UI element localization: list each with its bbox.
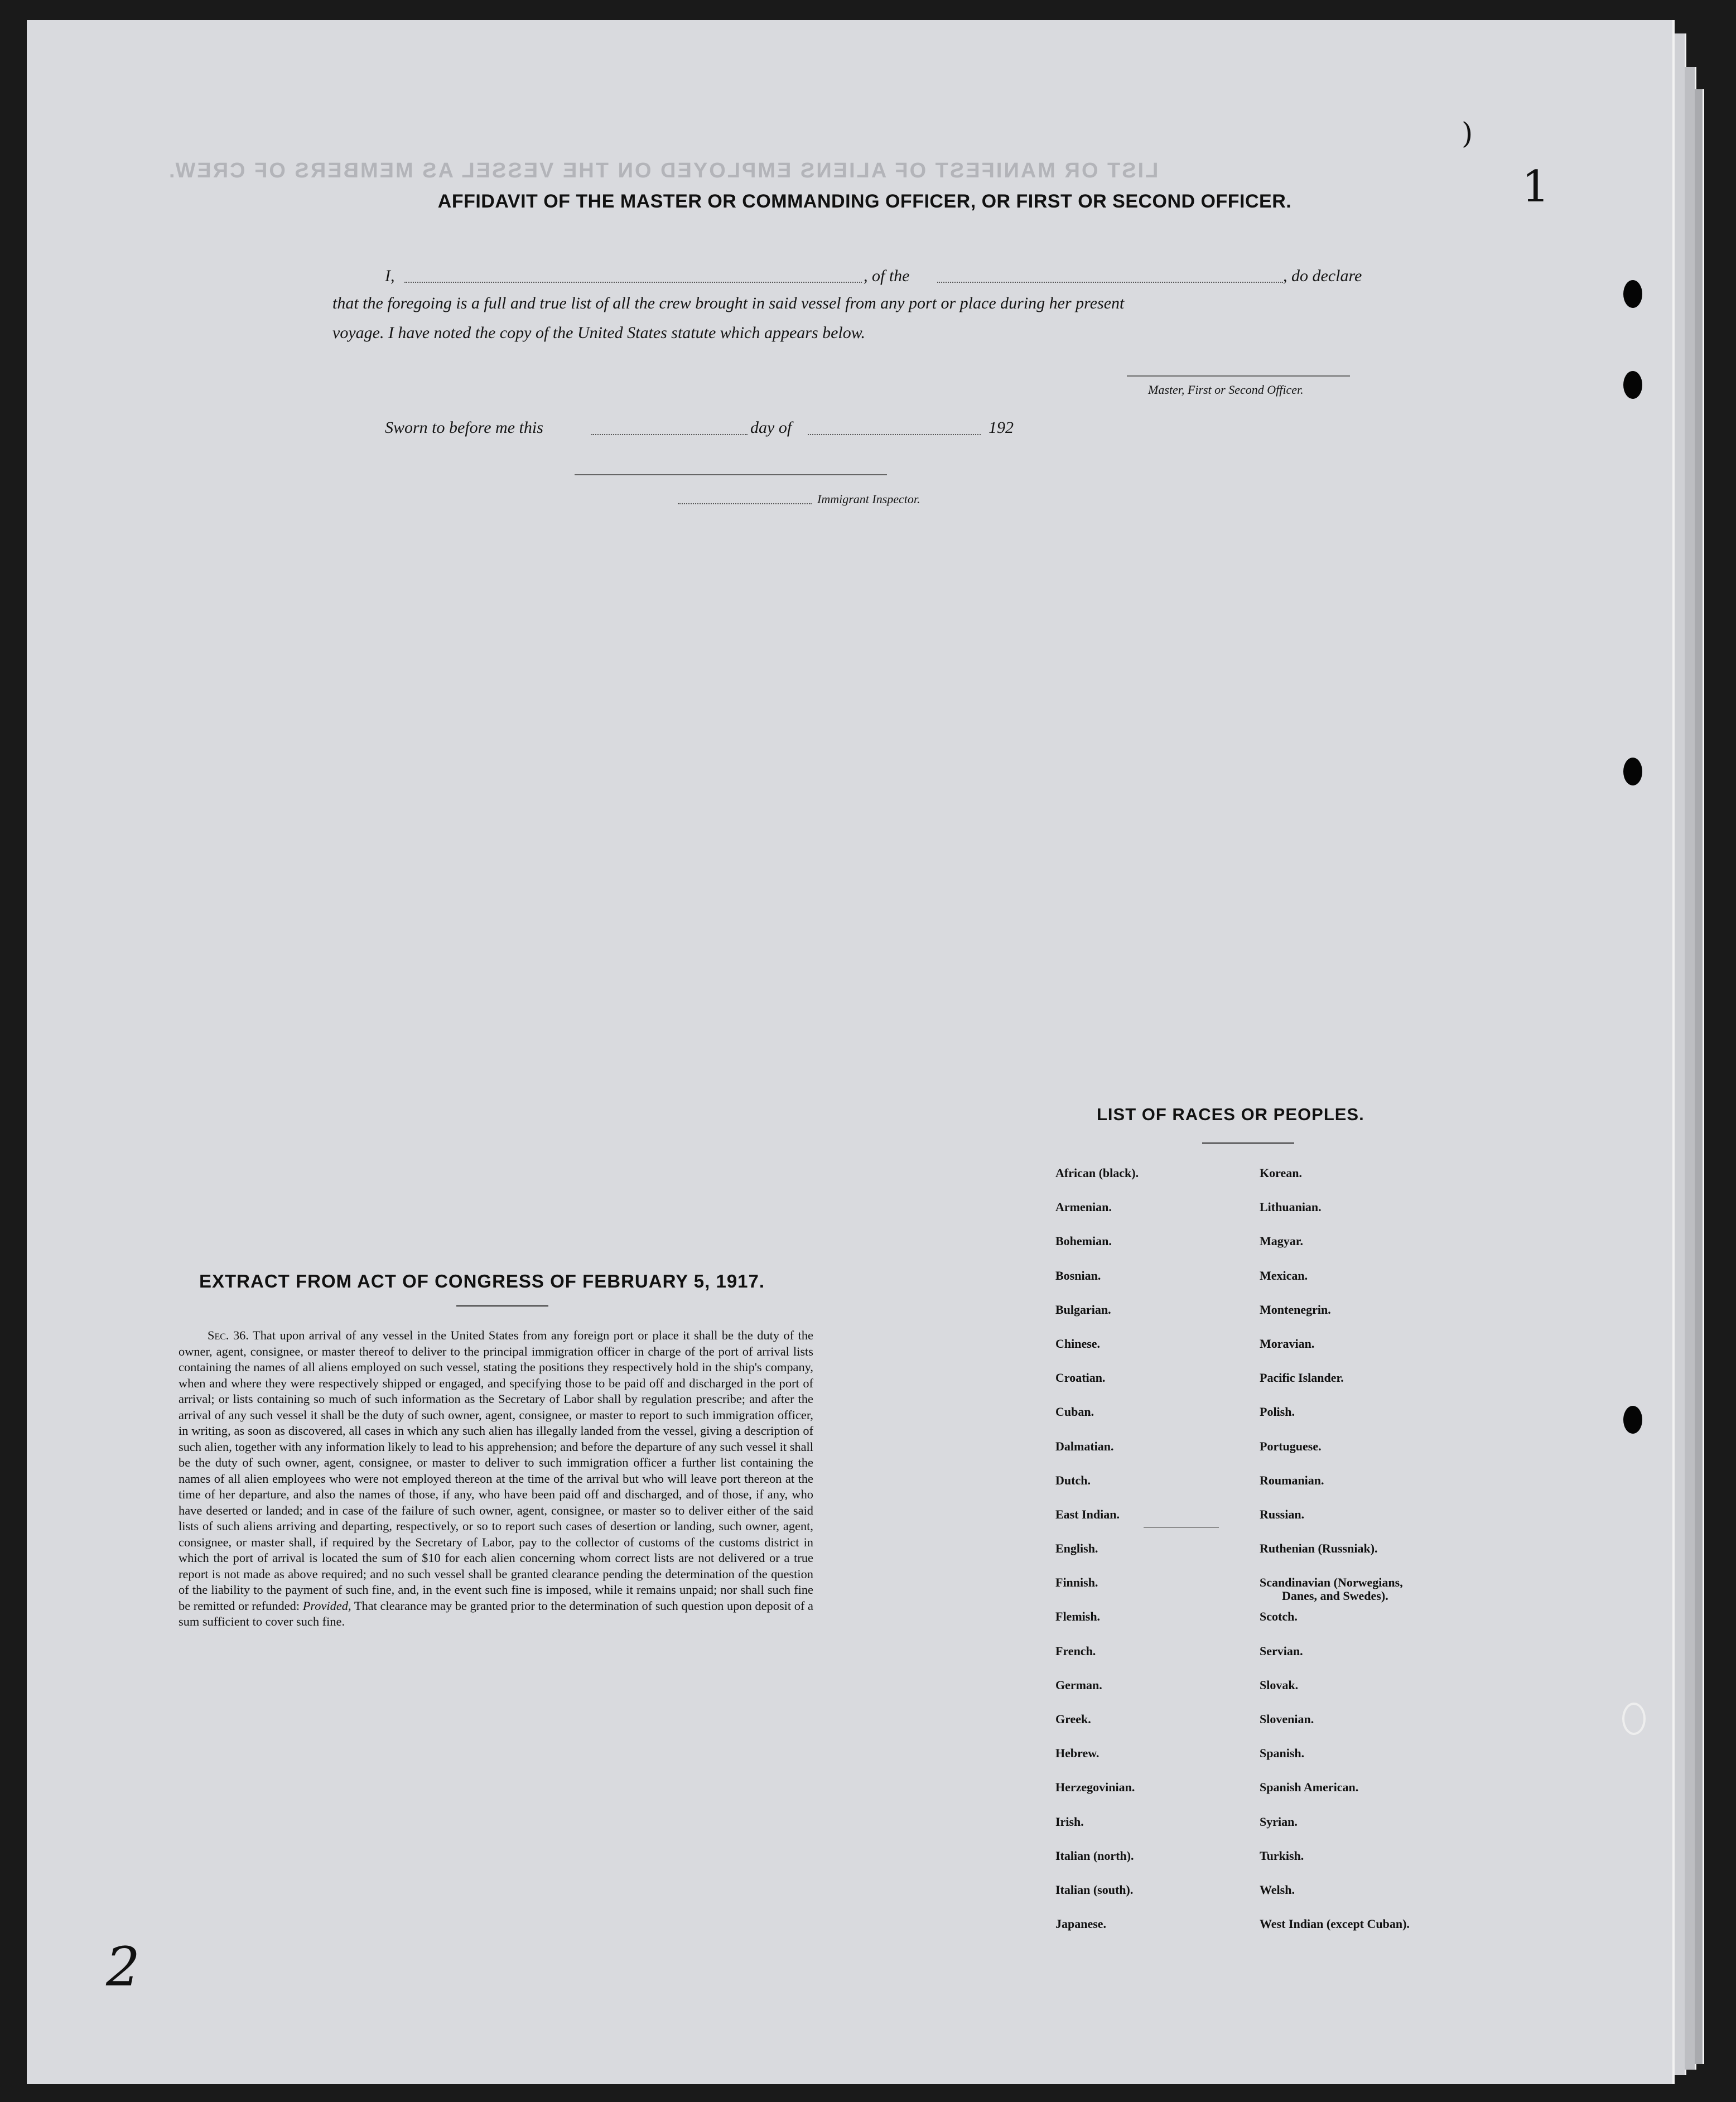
race-item: Greek.: [1055, 1712, 1091, 1726]
race-item: Herzegovinian.: [1055, 1780, 1135, 1795]
punch-hole-icon: [1623, 371, 1642, 399]
race-item: Bosnian.: [1055, 1268, 1101, 1283]
statute-body-2: That clearance may be granted prior to the determination of such question upon deposit of a sum sufficient to cover such fine.: [179, 1598, 813, 1628]
race-item: Armenian.: [1055, 1200, 1112, 1214]
race-item: Spanish American.: [1260, 1780, 1359, 1795]
punch-hole-icon: [1623, 1406, 1642, 1434]
race-item: Korean.: [1260, 1166, 1302, 1180]
races-title-rule: [1202, 1142, 1294, 1144]
race-item: English.: [1055, 1541, 1098, 1556]
race-item: West Indian (except Cuban).: [1260, 1917, 1410, 1931]
race-item: Moravian.: [1260, 1336, 1315, 1351]
races-column-1: [1055, 1166, 1139, 1951]
race-item: Lithuanian.: [1260, 1200, 1322, 1214]
sworn-day-of: day of: [750, 418, 792, 437]
vessel-blank[interactable]: [937, 282, 1283, 283]
race-item: Turkish.: [1260, 1848, 1304, 1863]
race-item: Magyar.: [1260, 1234, 1304, 1248]
handwritten-mark: 1: [1522, 162, 1550, 212]
race-item: Pacific Islander.: [1260, 1371, 1344, 1385]
race-item: Dalmatian.: [1055, 1439, 1114, 1453]
race-item: Cuban.: [1055, 1405, 1094, 1419]
race-item: Slovenian.: [1260, 1712, 1314, 1726]
race-item: Portuguese.: [1260, 1439, 1322, 1453]
extract-title-rule: [456, 1305, 548, 1306]
race-item: Japanese.: [1055, 1917, 1107, 1931]
inspector-name-blank[interactable]: [678, 503, 812, 504]
affidavit-line-3: voyage. I have noted the copy of the United States statute which appears below.: [332, 324, 866, 342]
race-item: Bohemian.: [1055, 1234, 1112, 1248]
race-item: East Indian.: [1055, 1507, 1120, 1521]
races-title: LIST OF RACES OR PEOPLES.: [1097, 1105, 1364, 1124]
race-item: Russian.: [1260, 1507, 1305, 1521]
inspector-signature-line[interactable]: [575, 474, 887, 475]
race-item: Italian (north).: [1055, 1848, 1134, 1863]
list-mark-rule: [1144, 1527, 1219, 1528]
provided-word: Provided,: [302, 1598, 351, 1613]
race-item: Flemish.: [1055, 1609, 1101, 1624]
officer-signature-label: Master, First or Second Officer.: [1148, 383, 1304, 397]
officer-signature-line[interactable]: [1127, 375, 1350, 377]
sworn-day-blank[interactable]: [591, 434, 748, 435]
statute-text: [179, 1328, 813, 1630]
race-item: German.: [1055, 1677, 1102, 1692]
race-item: Scotch.: [1260, 1609, 1298, 1624]
punch-hole-icon: [1623, 758, 1642, 785]
page-edge: [1695, 89, 1704, 2064]
race-item: Servian.: [1260, 1643, 1303, 1658]
extract-title: EXTRACT FROM ACT OF CONGRESS OF FEBRUARY 5, 1917.: [199, 1271, 765, 1291]
race-item: Syrian.: [1260, 1814, 1298, 1829]
race-item: Welsh.: [1260, 1882, 1295, 1897]
race-item: Italian (south).: [1055, 1882, 1134, 1897]
sworn-prefix: Sworn to before me this: [385, 418, 543, 437]
race-item: Chinese.: [1055, 1336, 1101, 1351]
bleed-through-heading: LIST OR MANIFEST OF ALIENS EMPLOYED ON THE VESSEL AS MEMBERS OF CREW.: [167, 159, 1159, 182]
race-item: Hebrew.: [1055, 1746, 1100, 1761]
statute-body-1: That upon arrival of any vessel in the United States from any foreign port or place it shall be the duty of the owner, agent, consignee, or master thereof to deliver to the principal immigration officer in charge of the port of arrival lists containing the names of all aliens employed on such vessel, stating the positions they respectively hold in the ship's company, when and where they were respectively shipped or engaged, and specifying those to be paid off and discharged in the port of arrival; or lists containing so much of such information as the Secretary of Labor shall by regulation prescribe; and after the arrival of any such vessel it shall be the duty of such owner, agent, consignee, or master to report to such immigration officer, in writing, as soon as discovered, all cases in which any such alien has illegally landed from the vessel, giving a description of such alien, together with any information likely to lead to his apprehension; and before the departure of any such vessel it shall be the duty of such owner, agent, consignee, or master to deliver to such immigration officer a further list containing the names of all alien employees who were not employed thereon at the time of the arrival but who will leave port thereon at the time of her departure, and also the names of those, if any, who have been paid off and discharged, and of those, if any, who have deserted or landed; and in case of the failure of such owner, agent, consignee, or master so to deliver either of the said lists of such aliens arriving and departing, respectively, or so to report such cases of desertion or landing, such owner, agent, consignee, or master shall, if required by the Secretary of Labor, pay to the collector of customs of the customs district in which the port of arrival is located the sum of $10 for each alien concerning whom correct lists are not delivered or a true report is not made as above required; and no such vessel shall be granted clearance pending the determination of the question of the liability to the payment of such fine, and, in the event such fine is imposed, while it remains unpaid; nor shall such fine be remitted or refunded:: [179, 1328, 813, 1613]
affidavit-declare-label: , do declare: [1283, 267, 1362, 285]
race-item: Slovak.: [1260, 1677, 1299, 1692]
affidavit-line-2: that the foregoing is a full and true list of all the crew brought in said vessel from any port or place during her present: [332, 294, 1125, 312]
affidavit-i-label: I,: [385, 267, 395, 285]
handwritten-mark: ): [1462, 117, 1473, 151]
punch-hole-icon: [1622, 1703, 1646, 1735]
punch-hole-icon: [1623, 280, 1642, 308]
race-item: Dutch.: [1055, 1473, 1091, 1487]
race-item: Bulgarian.: [1055, 1302, 1111, 1317]
affidavit-title: AFFIDAVIT OF THE MASTER OR COMMANDING OFFICER, OR FIRST OR SECOND OFFICER.: [437, 191, 1292, 212]
race-item: Croatian.: [1055, 1371, 1106, 1385]
race-item: Finnish.: [1055, 1575, 1098, 1590]
race-item: Irish.: [1055, 1814, 1084, 1829]
race-item: Montenegrin.: [1260, 1302, 1331, 1317]
affidavit-of-the-label: , of the: [864, 267, 910, 285]
race-item: Polish.: [1260, 1405, 1295, 1419]
inspector-label: Immigrant Inspector.: [817, 492, 920, 506]
handwritten-page-number: 2: [106, 1936, 141, 1998]
race-item-line: Scandinavian (Norwegians,: [1260, 1575, 1403, 1590]
race-item: French.: [1055, 1643, 1096, 1658]
sworn-year: 192: [988, 418, 1014, 437]
section-label: Sec. 36.: [208, 1328, 249, 1342]
races-column-2: [1260, 1166, 1410, 1951]
name-blank[interactable]: [404, 282, 862, 283]
race-item: Mexican.: [1260, 1268, 1308, 1283]
race-item-continuation: Danes, and Swedes).: [1282, 1589, 1388, 1603]
race-item: Spanish.: [1260, 1746, 1305, 1761]
race-item: [1260, 1575, 1410, 1609]
race-item: African (black).: [1055, 1166, 1139, 1180]
race-item: Roumanian.: [1260, 1473, 1324, 1487]
race-item: Ruthenian (Russniak).: [1260, 1541, 1378, 1556]
sworn-month-blank[interactable]: [808, 434, 981, 435]
